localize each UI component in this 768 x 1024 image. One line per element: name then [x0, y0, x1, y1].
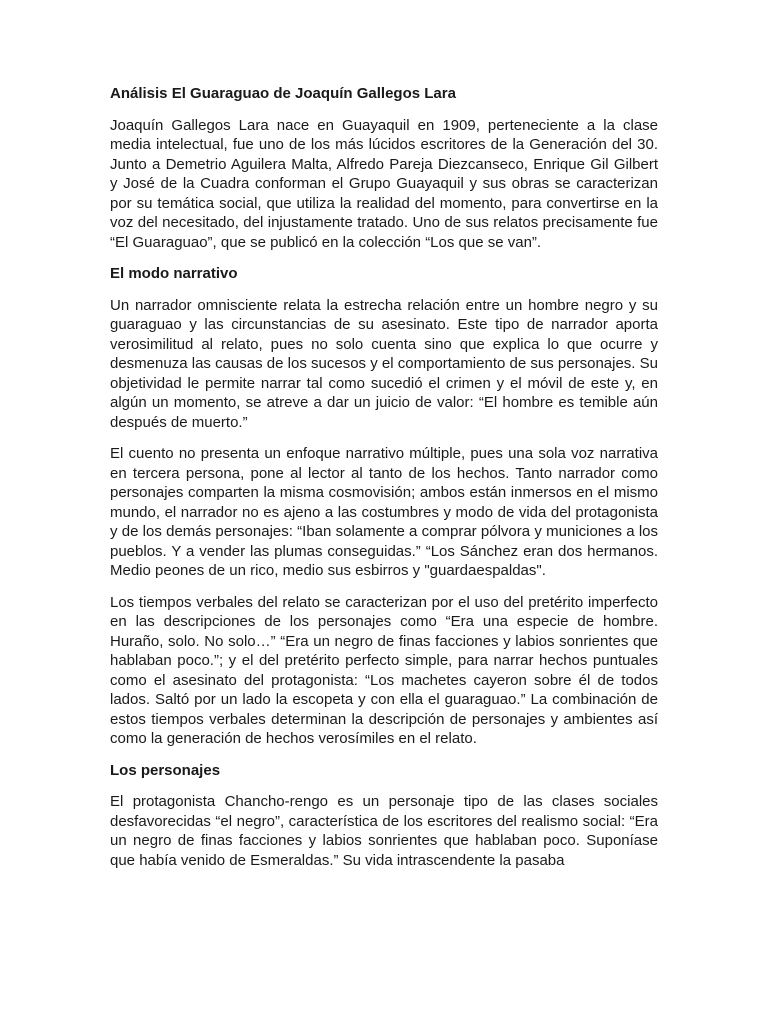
paragraph: Los tiempos verbales del relato se caracterizan por el uso del pretérito imperfecto en las descripciones de los personajes como “Era una especie de hombre. Huraño, solo. No solo…” “Era un negro de finas facciones y labios sonrientes que hablaban poco.”; y el del pretérito perfecto simple, para narrar hechos puntuales como el asesinato del protagonista: “Los machetes cayeron sobre él de todos lados. Saltó por un lado la escopeta y con ella el guaraguao.” La combinación de estos tiempos verbales determinan la descripción de personajes y ambientes así como la generación de hechos verosímiles en el relato.	[110, 593, 658, 747]
document-title: Análisis El Guaraguao de Joaquín Gallegos Lara	[110, 85, 456, 102]
section-heading-personajes: Los personajes	[110, 761, 221, 779]
intro-paragraph: Joaquín Gallegos Lara nace en Guayaquil en 1909, perteneciente a la clase media intelectual, fue uno de los más lúcidos escritores de la Generación del 30. Junto a Demetrio Aguilera Malta, Alfredo Pareja Diezcanseco, Enrique Gil Gilbert y José de la Cuadra conforman el Grupo Guayaquil y sus obras se caracterizan por su temática social, que utiliza la realidad del momento, para convertirse en la voz del necesitado, del injustamente tratado. Uno de sus relatos precisamente fue “El Guaraguao”, que se publicó en la colección “Los que se van”.	[110, 116, 658, 251]
paragraph: El cuento no presenta un enfoque narrativo múltiple, pues una sola voz narrativa en tercera persona, pone al lector al tanto de los hechos. Tanto narrador como personajes comparten la misma cosmovisión; ambos están inmersos en el mismo mundo, el narrador no es ajeno a las costumbres y modo de vida del protagonista y de los demás personajes: “Iban solamente a comprar pólvora y municiones a los pueblos. Y a vender las plumas conseguidas.” “Los Sánchez eran dos hermanos. Medio peones de un rico, medio sus esbirros y "guardaespaldas".	[110, 445, 658, 579]
paragraph: Un narrador omnisciente relata la estrecha relación entre un hombre negro y su guaraguao y las circunstancias de su asesinato. Este tipo de narrador aporta verosimilitud al relato, pues no solo cuenta sino que explica lo que ocurre y desmenuza las causas de los sucesos y el comportamiento de sus personajes. Su objetividad le permite narrar tal como sucedió el crimen y el móvil de este y, en algún un momento, se atreve a dar un juicio de valor: “El hombre es temible aún después de muerto.”	[110, 296, 658, 431]
document-page	[110, 84, 658, 882]
section-heading-modo-narrativo: El modo narrativo	[110, 265, 238, 282]
paragraph: El protagonista Chancho-rengo es un personaje tipo de las clases sociales desfavorecidas “el negro”, característica de los escritores del realismo social: “Era un negro de finas facciones y labios sonrientes que hablaban poco. Suponíase que había venido de Esmeraldas.” Su vida intrascendente la pasaba	[110, 793, 658, 869]
